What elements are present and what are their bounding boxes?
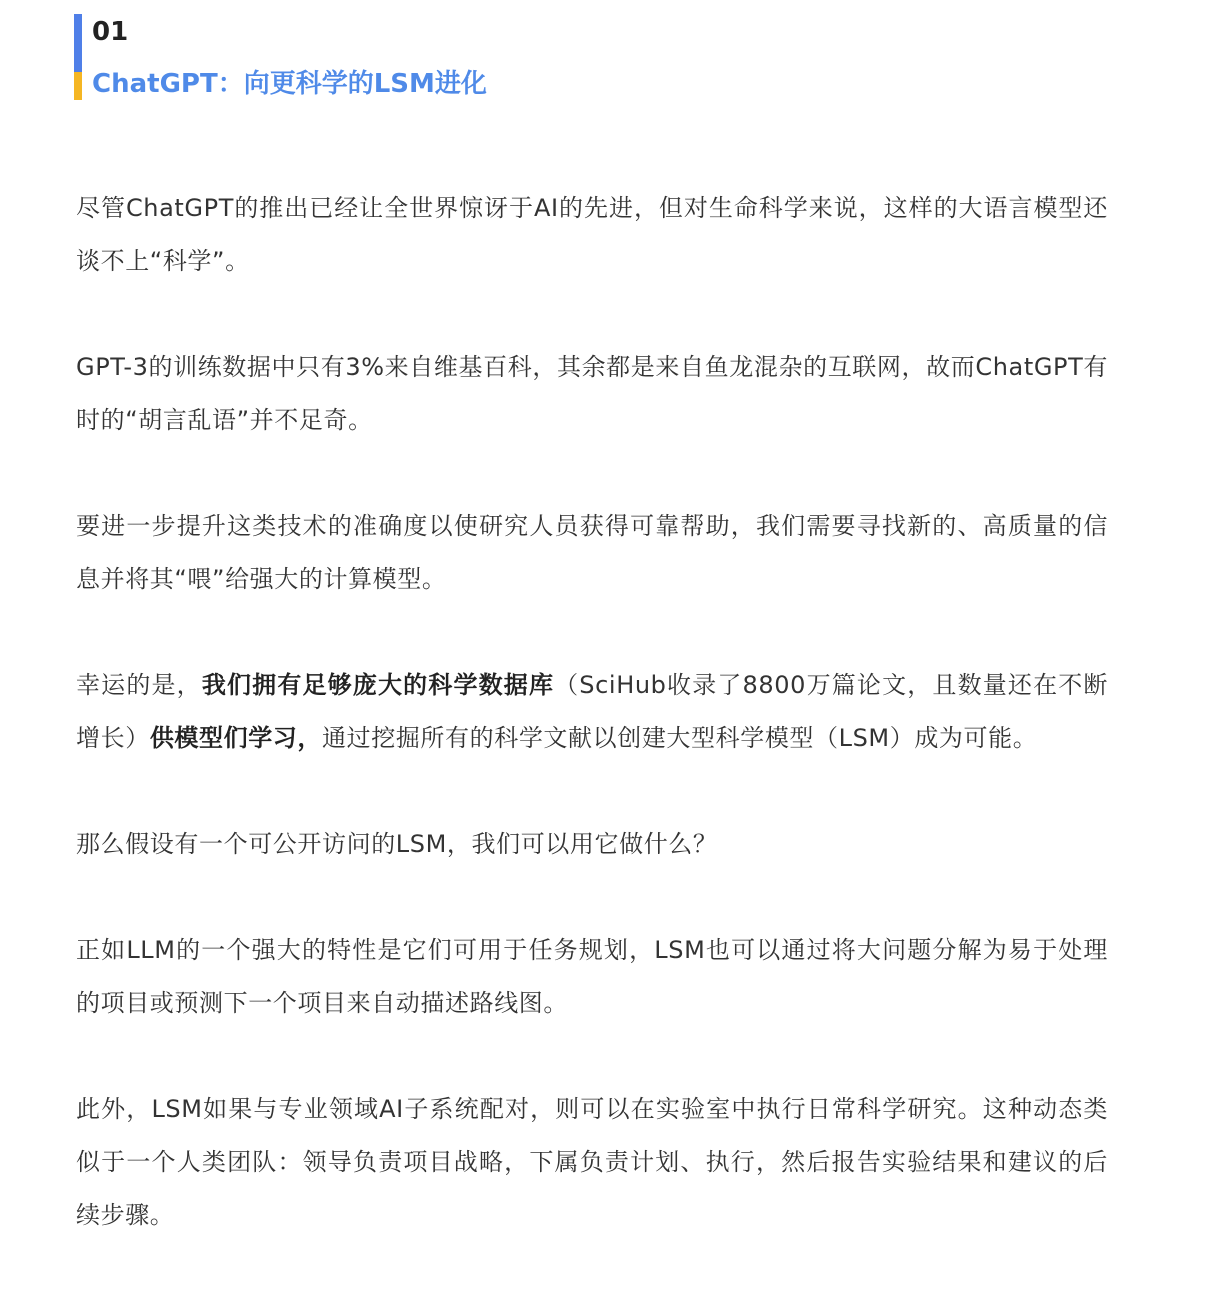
section-number: 01 xyxy=(92,17,129,47)
paragraph-4-conclusion: 通过挖掘所有的科学文献以创建大型科学模型（LSM）成为可能。 xyxy=(322,724,1038,752)
paragraph-6: 正如LLM的一个强大的特性是它们可用于任务规划，LSM也可以通过将大问题分解为易于处理的项目或预测下一个项目来自动描述路线图。 xyxy=(76,936,1108,1017)
paragraph-5: 那么假设有一个可公开访问的LSM，我们可以用它做什么？ xyxy=(76,830,718,858)
paragraph-4-scihub-note: （SciHub收录了8800万篇论文，且数量还在不断增长） xyxy=(76,671,1108,752)
paragraph-2: GPT-3的训练数据中只有3%来自维基百科，其余都是来自鱼龙混杂的互联网，故而ChatGPT有时的“胡言乱语”并不足奇。 xyxy=(76,353,1108,434)
paragraph-3: 要进一步提升这类技术的准确度以使研究人员获得可靠帮助，我们需要寻找新的、高质量的信息并将其“喂”给强大的计算模型。 xyxy=(76,512,1108,593)
accent-bar-yellow xyxy=(74,72,82,100)
paragraph-7: 此外，LSM如果与专业领域AI子系统配对，则可以在实验室中执行日常科学研究。这种动态类似于一个人类团队：领导负责项目战略，下属负责计划、执行，然后报告实验结果和建议的后续步骤。 xyxy=(76,1095,1108,1229)
section-header xyxy=(74,14,674,102)
paragraph-4-bold-learning: 供模型们学习， xyxy=(149,724,323,752)
paragraph-1: 尽管ChatGPT的推出已经让全世界惊讶于AI的先进，但对生命科学来说，这样的大语言模型还谈不上“科学”。 xyxy=(76,194,1108,275)
paragraph-4-intro: 幸运的是， xyxy=(76,671,202,699)
section-title: ChatGPT：向更科学的LSM进化 xyxy=(92,69,487,99)
paragraph-4-bold-database: 我们拥有足够庞大的科学数据库 xyxy=(201,671,555,699)
accent-bar-blue xyxy=(74,14,82,72)
article-body xyxy=(76,182,1108,1295)
paragraph-4 xyxy=(76,659,1108,765)
